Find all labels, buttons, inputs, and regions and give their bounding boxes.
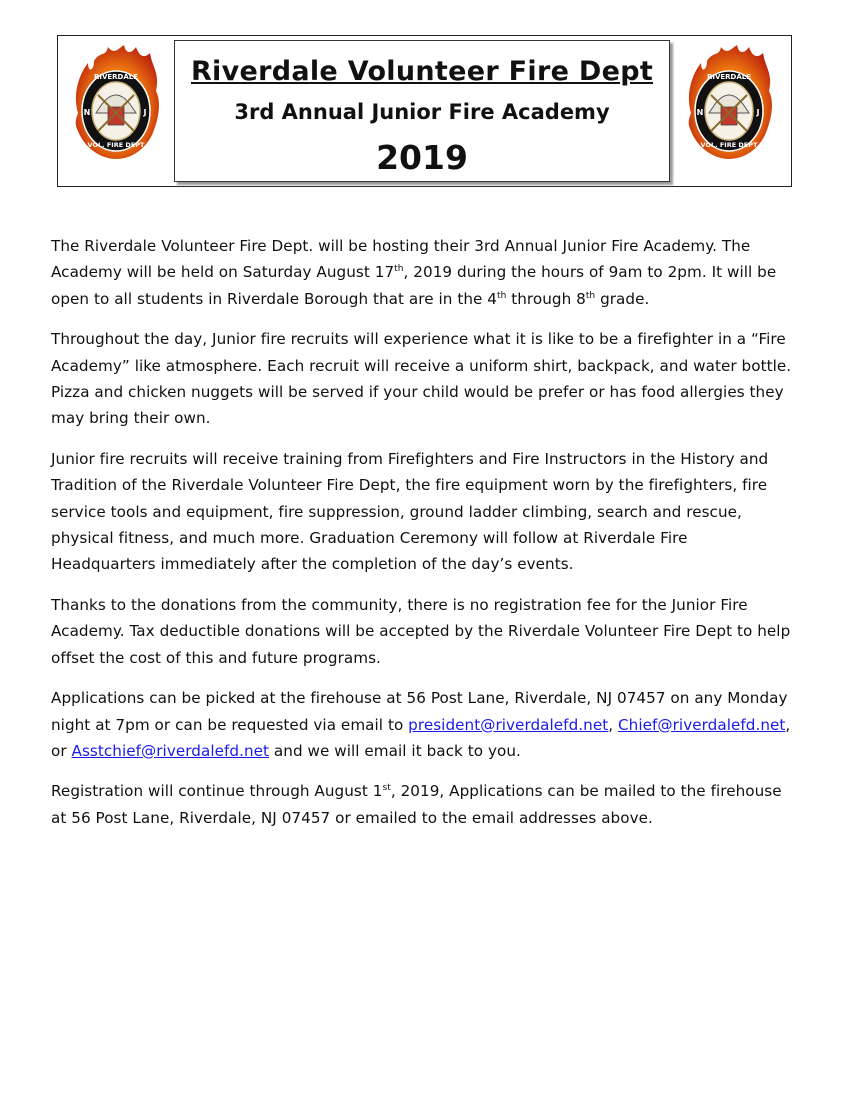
page-subtitle: 3rd Annual Junior Fire Academy [234, 100, 610, 124]
logo-top-text: RIVERDALE [93, 73, 139, 81]
fire-dept-logo-right [683, 43, 775, 163]
email-link-chief[interactable]: Chief@riverdalefd.net [618, 715, 786, 734]
title-box [174, 40, 670, 182]
fire-dept-badge-icon [70, 43, 162, 163]
fire-dept-logo-left [70, 43, 162, 163]
email-link-asstchief[interactable]: Asstchief@riverdalefd.net [71, 741, 270, 760]
logo-left-letter: N [696, 108, 704, 117]
logo-top-text: RIVERDALE [706, 73, 752, 81]
page-title: Riverdale Volunteer Fire Dept [190, 56, 654, 87]
paragraph-applications: Applications can be picked at the firehouse at 56 Post Lane, Riverdale, NJ 07457 on any Monday night at 7pm or can be requested via email to president@riverdalefd.net, Chief@riverdalefd.net, or Asstchief@riverdalefd.net and we will email it back to you. [51, 689, 791, 760]
fire-dept-badge-icon [683, 43, 775, 163]
event-year: 2019 [376, 138, 468, 177]
paragraph-activities: Throughout the day, Junior fire recruits will experience what it is like to be a firefighter in a “Fire Academy” like atmosphere. Each recruit will receive a uniform shirt, backpack, and water bottle. Pizza and chicken nuggets will be served if your child would be prefer or has food allergies they may bring their own. [51, 330, 792, 428]
paragraph-donations: Thanks to the donations from the community, there is no registration fee for the Junior Fire Academy. Tax deductible donations will be accepted by the Riverdale Volunteer Fire Dept to help offset the cost of this and future programs. [51, 595, 791, 667]
paragraph-intro: The Riverdale Volunteer Fire Dept. will be hosting their 3rd Annual Junior Fire Academy. The Academy will be held on Saturday August 17th, 2019 during the hours of 9am to 2pm. It will be open to all students in Riverdale Borough that are in the 4th through 8th grade. [51, 237, 777, 308]
paragraph-registration: Registration will continue through August 1st, 2019, Applications can be mailed to the firehouse at 56 Post Lane, Riverdale, NJ 07457 or emailed to the email addresses above. [51, 782, 782, 827]
logo-right-letter: J [143, 108, 147, 117]
logo-right-letter: J [756, 108, 760, 117]
email-link-president[interactable]: president@riverdalefd.net [408, 715, 609, 734]
logo-bottom-text: VOL. FIRE DEPT [87, 141, 145, 149]
logo-left-letter: N [83, 108, 91, 117]
flyer-body [51, 233, 796, 845]
paragraph-training: Junior fire recruits will receive training from Firefighters and Fire Instructors in the History and Tradition of the Riverdale Volunteer Fire Dept, the fire equipment worn by the firefighters, fire service tools and equipment, fire suppression, ground ladder climbing, search and rescue, physical fitness, and much more. Graduation Ceremony will follow at Riverdale Fire Headquarters immediately after the completion of the day’s events. [51, 449, 769, 574]
logo-bottom-text: VOL. FIRE DEPT [700, 141, 758, 149]
